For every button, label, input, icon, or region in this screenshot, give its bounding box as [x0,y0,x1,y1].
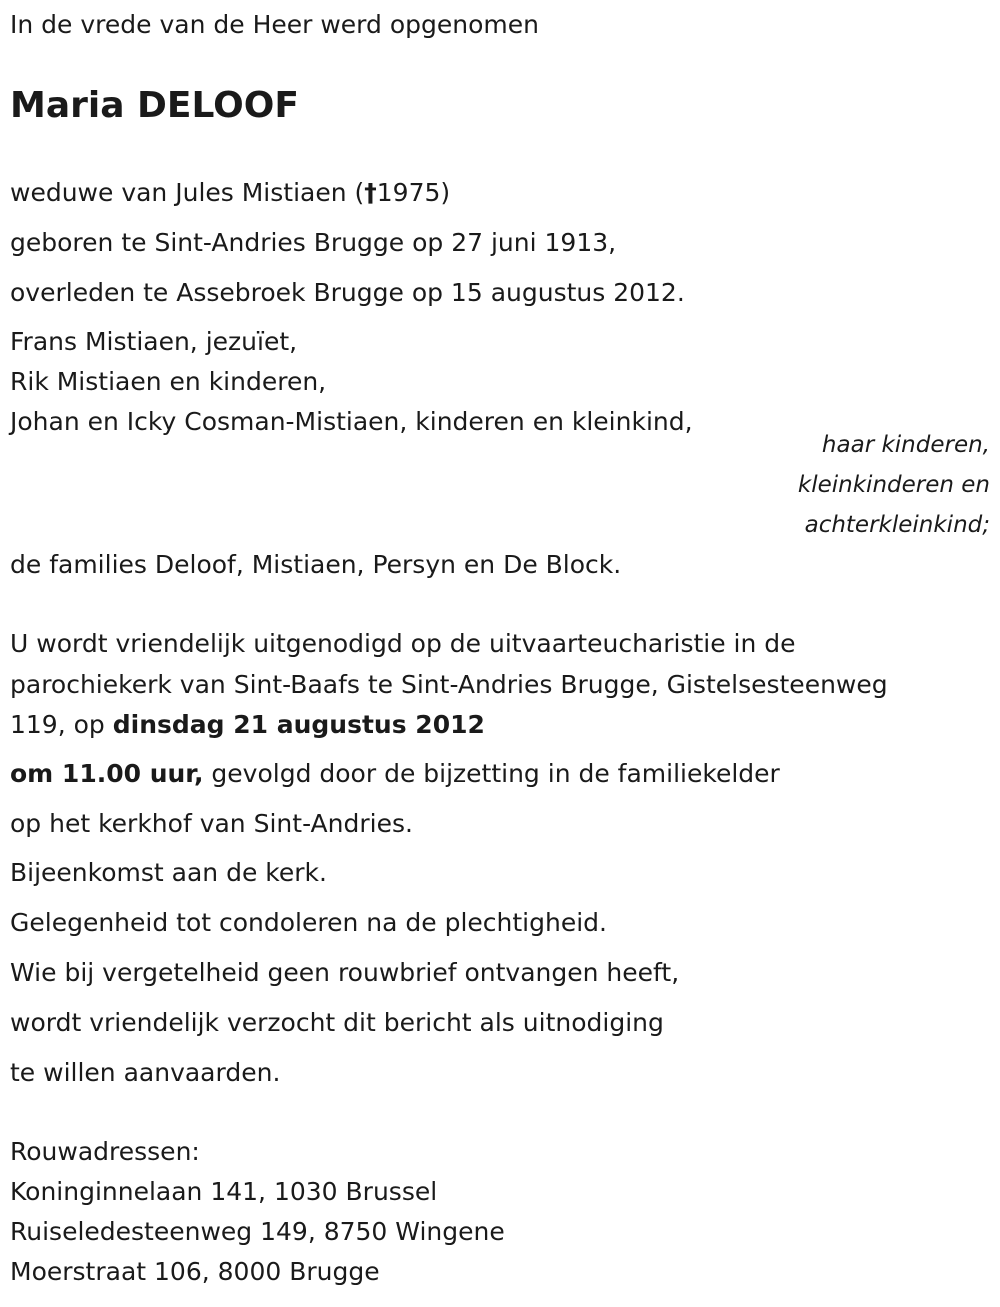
invitation-time-line [10,759,780,789]
note-line: wordt vriendelijk verzocht dit bericht als uitnodiging [10,1008,664,1037]
time-suffix: gevolgd door de bijzetting in de familiekelder [203,759,780,788]
address-item: Koninginnelaan 141, 1030 Brussel [10,1177,438,1206]
invitation-date-line [10,710,485,740]
cemetery-line: op het kerkhof van Sint-Andries. [10,809,413,838]
family-note-line: kleinkinderen en [797,472,990,498]
condolence-line: Gelegenheid tot condoleren na de plechtigheid. [10,908,607,937]
families-line: de families Deloof, Mistiaen, Persyn en De Block. [10,550,622,579]
deceased-name: Maria DELOOF [10,85,299,126]
address-item: Moerstraat 106, 8000 Brugge [10,1257,380,1286]
family-member: Frans Mistiaen, jezuïet, [10,327,298,356]
widow-line [10,178,450,208]
widow-prefix: weduwe van Jules Mistiaen ( [10,178,365,207]
cross-icon: † [364,178,377,207]
invitation-prefix: 119, op [10,710,113,739]
family-note-line: achterkleinkind; [804,512,990,538]
note-line: Wie bij vergetelheid geen rouwbrief ontvangen heeft, [10,958,680,987]
note-line: te willen aanvaarden. [10,1058,281,1087]
born-line: geboren te Sint-Andries Brugge op 27 juni 1913, [10,228,617,257]
family-note-line: haar kinderen, [821,432,990,458]
family-member: Rik Mistiaen en kinderen, [10,367,327,396]
family-member: Johan en Icky Cosman-Mistiaen, kinderen en kleinkind, [10,407,693,436]
address-item: Ruiseledesteenweg 149, 8750 Wingene [10,1217,505,1246]
widow-suffix: 1975) [376,178,451,207]
addresses-label: Rouwadressen: [10,1137,200,1166]
meeting-line: Bijeenkomst aan de kerk. [10,858,327,887]
invitation-line: U wordt vriendelijk uitgenodigd op de uitvaarteucharistie in de [10,629,796,658]
funeral-date: dinsdag 21 augustus 2012 [112,710,485,739]
died-line: overleden te Assebroek Brugge op 15 augustus 2012. [10,278,685,307]
header-text: In de vrede van de Heer werd opgenomen [10,10,539,39]
funeral-time: om 11.00 uur, [10,759,204,788]
invitation-line: parochiekerk van Sint-Baafs te Sint-Andries Brugge, Gistelsesteenweg [10,670,888,699]
